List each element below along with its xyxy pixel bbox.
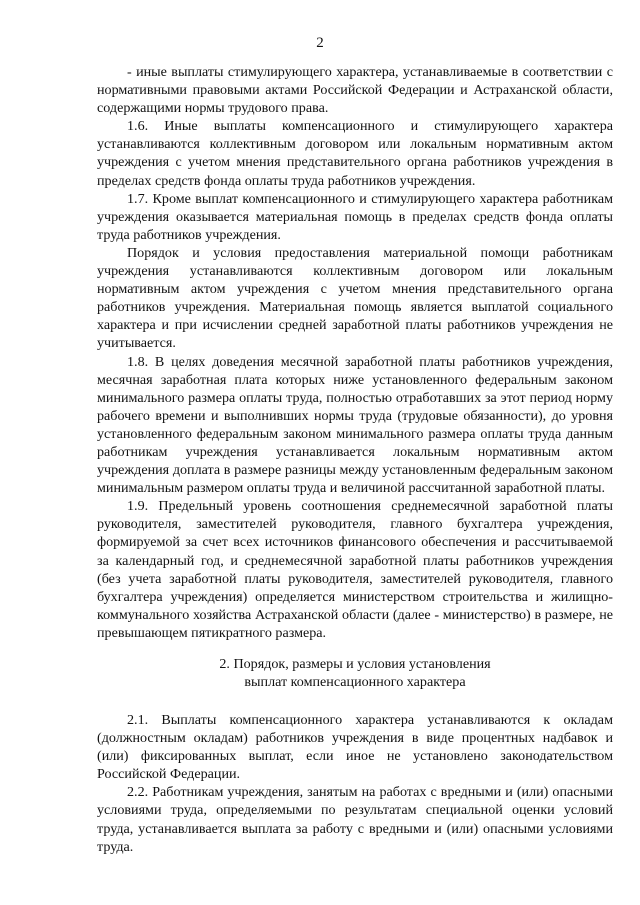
section-heading-line-1: 2. Порядок, размеры и условия установления: [219, 656, 491, 672]
page-number: 2: [316, 35, 324, 51]
section-2-body: [97, 711, 613, 856]
paragraph-material-aid-procedure: Порядок и условия предоставления материальной помощи работникам учреждения устанавливаются коллективным договором или локальным нормативным актом учреждения с учетом мнения представительного органа работников учреждения. Материальная помощь является выплатой социального характера и при исчислении средней заработной платы работников учреждения не учитывается.: [97, 244, 613, 352]
section-2-heading: [97, 655, 613, 691]
body-text: [97, 63, 613, 642]
paragraph-1-6: 1.6. Иные выплаты компенсационного и стимулирующего характера устанавливаются коллективным договором или локальным нормативным актом учреждения с учетом мнения представительного органа работников учреждения в пределах средств фонда оплаты труда работников учреждения.: [97, 118, 613, 189]
section-heading-line-2: выплат компенсационного характера: [244, 674, 466, 691]
paragraph-1-8: 1.8. В целях доведения месячной заработной платы работников учреждения, месячная заработная плата которых ниже установленного федеральным законом минимального размера оплаты труда, полностью отработавших за этот период норму рабочего времени и выполнивших нормы труда (трудовые обязанности), до уровня установленного федеральным законом минимального размера оплаты труда данным работникам учреждения устанавливается локальным нормативным актом учреждения доплата в размере разницы между установленным федеральным законом минимальным размером оплаты труда и величиной рассчитанной заработной платы.: [97, 353, 613, 497]
paragraph-other-incentive-payments: - иные выплаты стимулирующего характера, устанавливаемые в соответствии с нормативными правовыми актами Российской Федерации и Астраханской области, содержащими нормы трудового права.: [97, 64, 613, 117]
paragraph-2-1: 2.1. Выплаты компенсационного характера устанавливаются к окладам (должностным окладам) работников учреждения в виде процентных надбавок и (или) фиксированных выплат, если иное не установлено законодательством Российской Федерации.: [97, 712, 613, 783]
paragraph-2-2: 2.2. Работникам учреждения, занятым на работах с вредными и (или) опасными условиями труда, определяемыми по результатам специальной оценки условий труда, устанавливается выплата за работу с вредными и (или) опасными условиями труда.: [97, 784, 613, 855]
paragraph-1-7: 1.7. Кроме выплат компенсационного и стимулирующего характера работникам учреждения оказывается материальная помощь в пределах средств фонда оплаты труда работников учреждения.: [97, 190, 613, 243]
paragraph-1-9: 1.9. Предельный уровень соотношения среднемесячной заработной платы руководителя, заместителей руководителя, главного бухгалтера учреждения, формируемой за счет всех источников финансового обеспечения и рассчитываемой за календарный год, и среднемесячной заработной платы работников учреждения (без учета заработной платы руководителя, заместителей руководителя, главного бухгалтера учреждения) определяется министерством строительства и жилищно-коммунального хозяйства Астраханской области (далее - министерство) в размере, не превышающем пятикратного размера.: [97, 498, 613, 641]
